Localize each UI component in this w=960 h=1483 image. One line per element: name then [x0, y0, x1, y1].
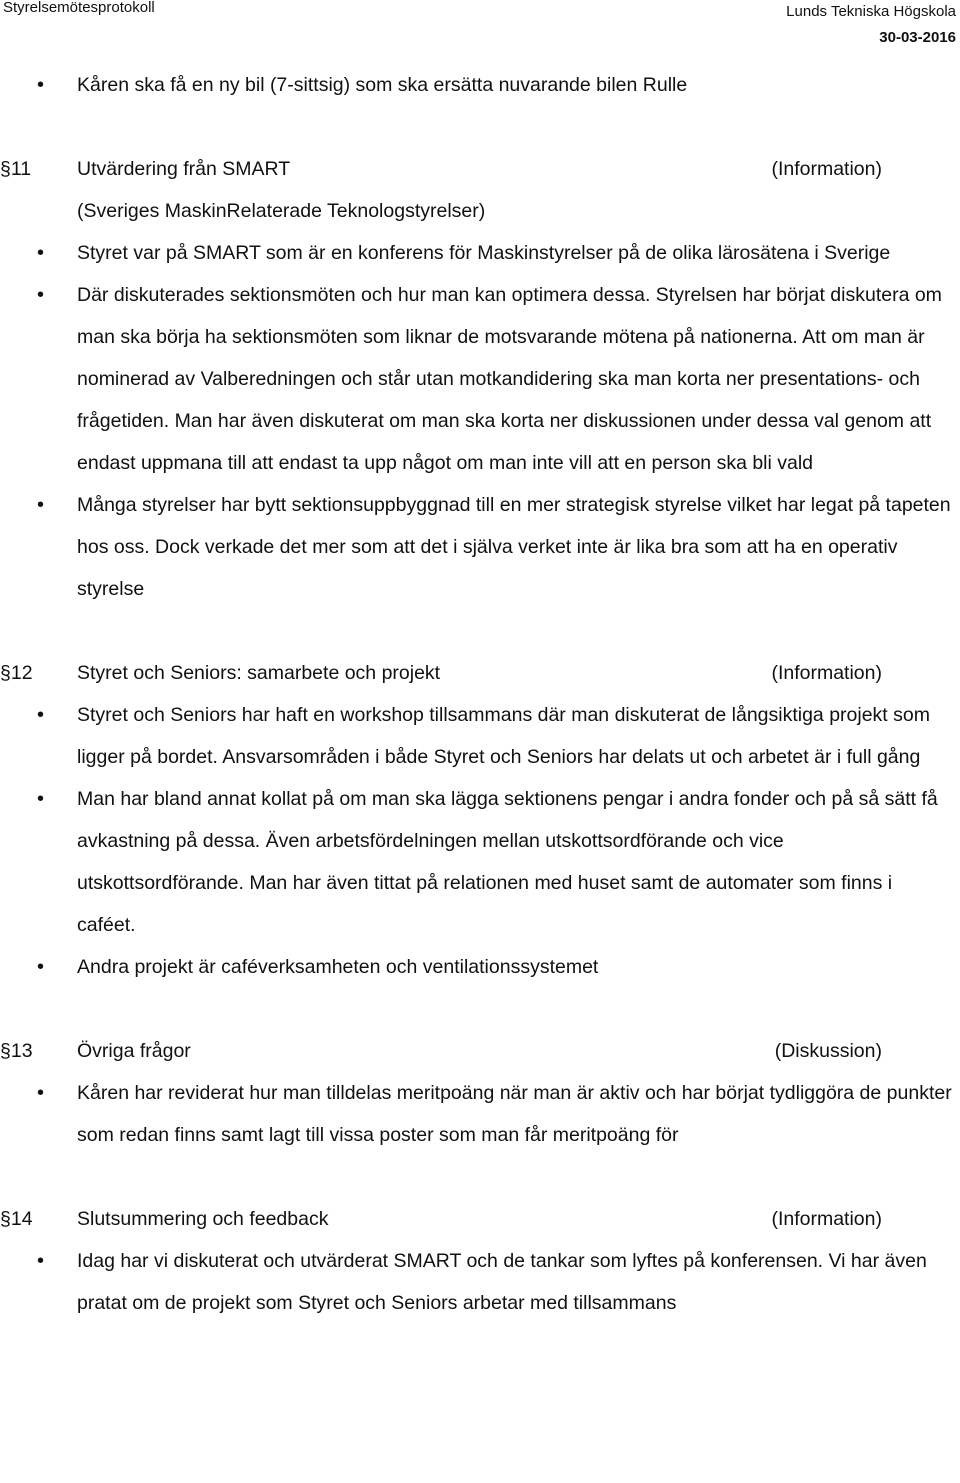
section-title: Slutsummering och feedback [77, 1208, 329, 1230]
section-title: Styret och Seniors: samarbete och projekt [77, 662, 441, 684]
header-right [786, 0, 956, 51]
bullet-item: • Man har bland annat kollat på om man ska lägga sektionens pengar i andra fonder och på så sätt få avkastning på dessa. Även arbetsfördelningen mellan utskottsordförande och vice utskottsordförande. Man har även tittat på relationen med huset samt de automater som finns i caféet. [0, 778, 960, 946]
section-number: §13 [0, 1040, 33, 1062]
section-title: Övriga frågor [77, 1040, 191, 1062]
section-type: (Information) [771, 662, 882, 684]
section-title: Utvärdering från SMART [77, 158, 291, 180]
section-bullet-list [0, 1072, 960, 1156]
section-heading [0, 652, 960, 694]
organization-name: Lunds Tekniska Högskola [786, 3, 956, 20]
section-type: (Information) [771, 1208, 882, 1230]
section-bullet-list [0, 232, 960, 610]
bullet-item: • Styret var på SMART som är en konferens för Maskinstyrelser på de olika lärosätena i Sverige [0, 232, 960, 274]
page-header [0, 0, 960, 48]
section-type: (Information) [771, 158, 882, 180]
bullet-item: • Styret och Seniors har haft en workshop tillsammans där man diskuterat de långsiktiga projekt som ligger på bordet. Ansvarsområden i både Styret och Seniors har delats ut och arbetet är i full gång [0, 694, 960, 778]
bullet-item: • Kåren har reviderat hur man tilldelas meritpoäng när man är aktiv och har börjat tydliggöra de punkter som redan finns samt lagt till vissa poster som man får meritpoäng för [0, 1072, 960, 1156]
bullet-item: • Många styrelser har bytt sektionsuppbyggnad till en mer strategisk styrelse vilket har legat på tapeten hos oss. Dock verkade det mer som att det i själva verket inte är lika bra som att ha en operativ styrelse [0, 484, 960, 610]
section-13 [0, 1030, 960, 1156]
section-11 [0, 148, 960, 610]
section-14 [0, 1198, 960, 1324]
meeting-date: 30-03-2016 [879, 29, 956, 46]
bullet-item: • Där diskuterades sektionsmöten och hur man kan optimera dessa. Styrelsen har börjat diskutera om man ska börja ha sektionsmöten som liknar de motsvarande mötena på nationerna. Att om man är nominerad av Valberedningen och står utan motkandidering ska man korta ner presentations- och frågetiden. Man har även diskuterat om man ska korta ner diskussionen under dessa val genom att endast uppmana till att endast ta upp något om man inte vill att en person ska bli vald [0, 274, 960, 484]
section-bullet-list [0, 1240, 960, 1324]
section-type: (Diskussion) [774, 1040, 882, 1062]
section-12 [0, 652, 960, 988]
intro-bullet-list [0, 64, 960, 106]
section-number: §12 [0, 662, 33, 684]
section-heading [0, 1198, 960, 1240]
section-bullet-list [0, 694, 960, 988]
document-body [0, 64, 960, 1324]
section-subtitle: (Sveriges MaskinRelaterade Teknologstyrelser) [77, 200, 486, 222]
document-title: Styrelsemötesprotokoll [3, 0, 155, 16]
section-heading [0, 1030, 960, 1072]
section-number: §14 [0, 1208, 33, 1230]
bullet-item: • Andra projekt är caféverksamheten och ventilationssystemet [0, 946, 960, 988]
section-number: §11 [0, 158, 32, 180]
section-heading [0, 148, 960, 190]
bullet-item: • Idag har vi diskuterat och utvärderat SMART och de tankar som lyftes på konferensen. Vi har även pratat om de projekt som Styret och Seniors arbetar med tillsammans [0, 1240, 960, 1324]
bullet-item: • Kåren ska få en ny bil (7-sittsig) som ska ersätta nuvarande bilen Rulle [0, 64, 960, 106]
